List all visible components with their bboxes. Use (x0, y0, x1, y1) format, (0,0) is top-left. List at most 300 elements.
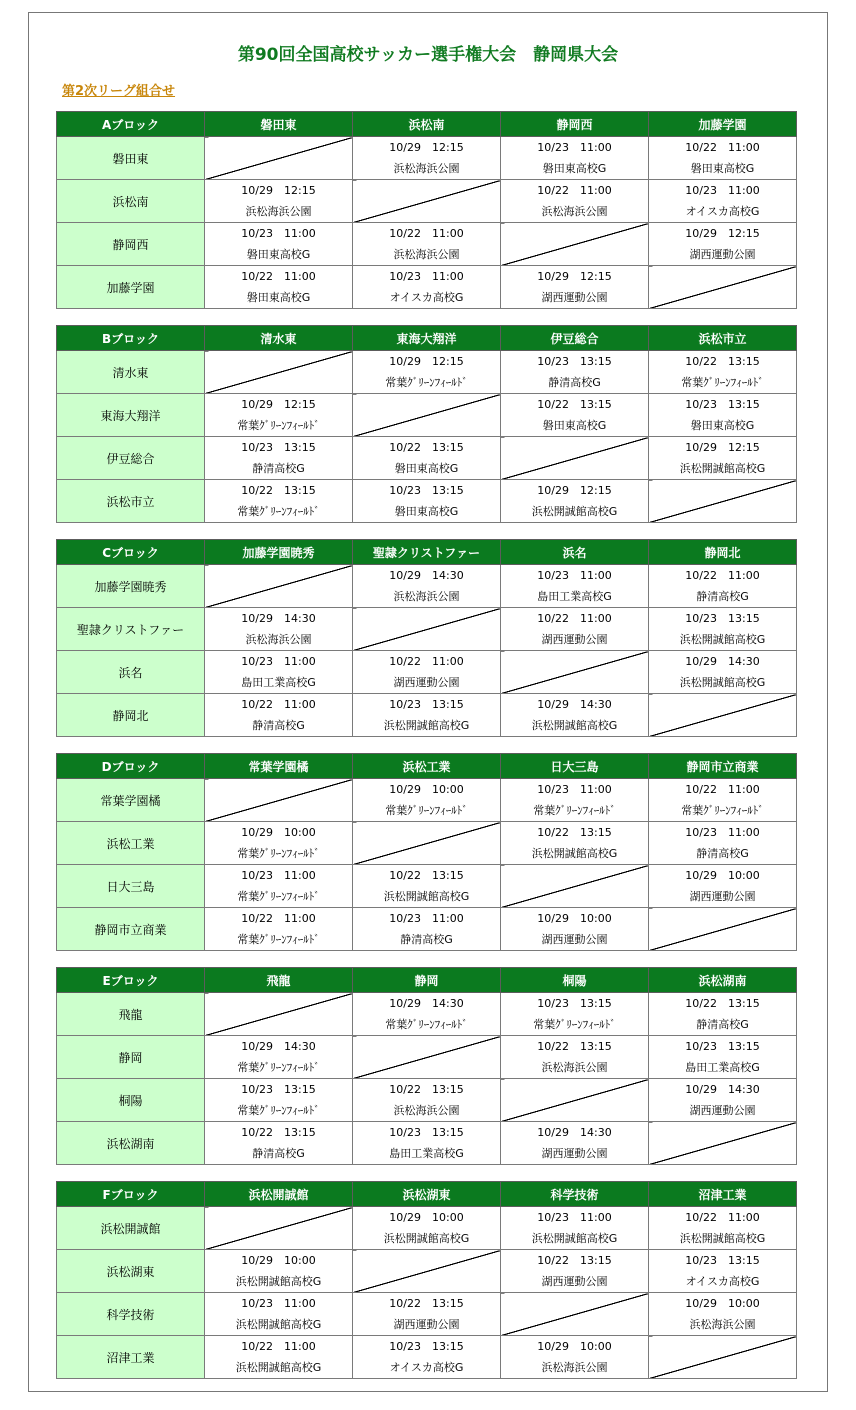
match-datetime: 10/22 13:15 (537, 1040, 612, 1053)
self-match-diagonal-cell (501, 223, 649, 266)
self-match-diagonal-cell (501, 437, 649, 480)
match-datetime: 10/23 13:15 (537, 355, 612, 368)
column-team-header: 常葉学園橘 (205, 754, 353, 779)
block-name: Eブロック (57, 968, 205, 993)
column-team-header: 静岡市立商業 (649, 754, 797, 779)
match-cell (353, 694, 501, 737)
self-match-diagonal-cell (205, 779, 353, 822)
match-cell (205, 694, 353, 737)
match-datetime: 10/29 14:30 (389, 569, 464, 582)
match-datetime: 10/29 14:30 (389, 997, 464, 1010)
match-venue: 常葉ｸﾞﾘｰﾝﾌｨｰﾙﾄﾞ (681, 804, 764, 817)
row-team-label: 浜松開誠館 (57, 1207, 205, 1250)
match-datetime: 10/23 13:15 (685, 1040, 760, 1053)
match-datetime: 10/29 14:30 (685, 655, 760, 668)
self-match-diagonal-cell (353, 1250, 501, 1293)
column-team-header: 静岡北 (649, 540, 797, 565)
column-team-header: 科学技術 (501, 1182, 649, 1207)
match-venue: 浜松開誠館高校G (531, 505, 618, 518)
match-datetime: 10/29 10:00 (241, 826, 316, 839)
self-match-diagonal-cell (205, 993, 353, 1036)
match-cell (649, 1293, 797, 1336)
match-datetime: 10/29 12:15 (537, 484, 612, 497)
match-cell (649, 394, 797, 437)
match-venue: 常葉ｸﾞﾘｰﾝﾌｨｰﾙﾄﾞ (533, 1018, 616, 1031)
match-cell (501, 1036, 649, 1079)
match-datetime: 10/23 11:00 (537, 783, 612, 796)
match-cell (501, 565, 649, 608)
match-venue: 常葉ｸﾞﾘｰﾝﾌｨｰﾙﾄﾞ (237, 847, 320, 860)
row-team-label: 磐田東 (57, 137, 205, 180)
match-cell (353, 865, 501, 908)
team-row (57, 1079, 797, 1122)
match-datetime: 10/22 13:15 (389, 869, 464, 882)
team-row (57, 908, 797, 951)
match-cell (205, 1250, 353, 1293)
match-venue: オイスカ高校G (389, 291, 464, 304)
match-venue: 湖西運動公園 (541, 933, 608, 946)
match-venue: 湖西運動公園 (393, 1318, 460, 1331)
block-name: Fブロック (57, 1182, 205, 1207)
self-match-diagonal-cell (353, 608, 501, 651)
match-venue: 湖西運動公園 (541, 633, 608, 646)
column-team-header: 浜松南 (353, 112, 501, 137)
match-datetime: 10/29 10:00 (389, 1211, 464, 1224)
match-cell (205, 822, 353, 865)
match-cell (353, 908, 501, 951)
match-cell (353, 1122, 501, 1165)
match-cell (501, 1122, 649, 1165)
match-cell (205, 480, 353, 523)
match-cell (649, 779, 797, 822)
match-venue: 磐田東高校G (542, 419, 607, 432)
match-venue: 磐田東高校G (394, 505, 459, 518)
self-match-diagonal-cell (501, 1293, 649, 1336)
column-team-header: 日大三島 (501, 754, 649, 779)
self-match-diagonal-cell (649, 908, 797, 951)
match-cell (501, 993, 649, 1036)
match-datetime: 10/23 13:15 (389, 1340, 464, 1353)
team-row (57, 779, 797, 822)
match-datetime: 10/22 13:15 (241, 1126, 316, 1139)
self-match-diagonal-cell (649, 1336, 797, 1379)
match-datetime: 10/22 13:15 (241, 484, 316, 497)
block-name: Cブロック (57, 540, 205, 565)
match-cell (205, 865, 353, 908)
match-cell (353, 1079, 501, 1122)
match-datetime: 10/22 11:00 (685, 1211, 760, 1224)
match-cell (353, 437, 501, 480)
match-venue: 浜松海浜公園 (393, 1104, 460, 1117)
match-datetime: 10/22 11:00 (389, 655, 464, 668)
match-cell (649, 608, 797, 651)
match-datetime: 10/22 11:00 (241, 912, 316, 925)
match-datetime: 10/23 11:00 (389, 270, 464, 283)
self-match-diagonal-cell (353, 1036, 501, 1079)
match-cell (205, 180, 353, 223)
match-cell (501, 1250, 649, 1293)
match-cell (205, 908, 353, 951)
match-venue: 常葉ｸﾞﾘｰﾝﾌｨｰﾙﾄﾞ (237, 1104, 320, 1117)
match-venue: 浜松海浜公園 (393, 590, 460, 603)
match-cell (353, 993, 501, 1036)
match-venue: 常葉ｸﾞﾘｰﾝﾌｨｰﾙﾄﾞ (385, 1018, 468, 1031)
match-cell (353, 480, 501, 523)
self-match-diagonal-cell (649, 266, 797, 309)
team-row (57, 223, 797, 266)
column-team-header: 浜松開誠館 (205, 1182, 353, 1207)
match-datetime: 10/22 13:15 (389, 441, 464, 454)
column-team-header: 桐陽 (501, 968, 649, 993)
row-team-label: 浜松南 (57, 180, 205, 223)
page-title: 第90回全国高校サッカー選手権大会 静岡県大会 (237, 45, 619, 65)
match-venue: 静清高校G (696, 847, 749, 860)
self-match-diagonal-cell (205, 137, 353, 180)
match-cell (205, 1293, 353, 1336)
match-venue: 湖西運動公園 (541, 1147, 608, 1160)
column-team-header: 加藤学園暁秀 (205, 540, 353, 565)
team-row (57, 565, 797, 608)
team-row (57, 394, 797, 437)
match-venue: 島田工業高校G (685, 1061, 760, 1074)
match-datetime: 10/23 11:00 (537, 569, 612, 582)
match-cell (501, 779, 649, 822)
match-cell (353, 1336, 501, 1379)
self-match-diagonal-cell (649, 694, 797, 737)
match-datetime: 10/23 13:15 (241, 441, 316, 454)
block-table (56, 967, 797, 1165)
match-venue: 浜松開誠館高校G (235, 1275, 322, 1288)
match-cell (501, 266, 649, 309)
match-cell (205, 1336, 353, 1379)
row-team-label: 常葉学園橘 (57, 779, 205, 822)
match-cell (649, 351, 797, 394)
match-datetime: 10/23 13:15 (389, 1126, 464, 1139)
team-row (57, 1336, 797, 1379)
self-match-diagonal-cell (649, 1122, 797, 1165)
block-header-row (57, 1182, 797, 1207)
row-team-label: 清水東 (57, 351, 205, 394)
match-venue: 島田工業高校G (241, 676, 316, 689)
match-venue: 湖西運動公園 (689, 248, 756, 261)
column-team-header: 伊豆総合 (501, 326, 649, 351)
match-cell (649, 1250, 797, 1293)
match-datetime: 10/23 11:00 (685, 184, 760, 197)
row-team-label: 浜松市立 (57, 480, 205, 523)
match-datetime: 10/29 14:30 (537, 698, 612, 711)
match-venue: 浜松海浜公園 (541, 1061, 608, 1074)
row-team-label: 飛龍 (57, 993, 205, 1036)
match-cell (501, 351, 649, 394)
match-cell (501, 1207, 649, 1250)
match-cell (205, 223, 353, 266)
row-team-label: 伊豆総合 (57, 437, 205, 480)
match-venue: 静清高校G (696, 590, 749, 603)
match-datetime: 10/29 14:30 (685, 1083, 760, 1096)
match-cell (353, 223, 501, 266)
match-venue: オイスカ高校G (685, 205, 760, 218)
match-cell (649, 1036, 797, 1079)
match-cell (205, 1122, 353, 1165)
match-cell (205, 394, 353, 437)
match-venue: 常葉ｸﾞﾘｰﾝﾌｨｰﾙﾄﾞ (237, 890, 320, 903)
match-cell (501, 480, 649, 523)
match-cell (205, 1036, 353, 1079)
match-venue: 磐田東高校G (246, 248, 311, 261)
match-venue: 浜松開誠館高校G (383, 1232, 470, 1245)
self-match-diagonal-cell (205, 351, 353, 394)
match-datetime: 10/23 13:15 (685, 1254, 760, 1267)
match-venue: 湖西運動公園 (689, 890, 756, 903)
match-venue: 湖西運動公園 (541, 1275, 608, 1288)
self-match-diagonal-cell (205, 1207, 353, 1250)
match-datetime: 10/29 10:00 (685, 869, 760, 882)
team-row (57, 180, 797, 223)
match-datetime: 10/22 11:00 (685, 141, 760, 154)
block-name: Bブロック (57, 326, 205, 351)
match-cell (353, 565, 501, 608)
row-team-label: 科学技術 (57, 1293, 205, 1336)
match-cell (649, 223, 797, 266)
match-datetime: 10/29 10:00 (537, 1340, 612, 1353)
column-team-header: 浜松工業 (353, 754, 501, 779)
match-cell (353, 651, 501, 694)
match-cell (353, 1207, 501, 1250)
team-row (57, 1250, 797, 1293)
match-cell (353, 137, 501, 180)
match-venue: 浜松開誠館高校G (235, 1318, 322, 1331)
match-cell (649, 137, 797, 180)
match-venue: 常葉ｸﾞﾘｰﾝﾌｨｰﾙﾄﾞ (385, 376, 468, 389)
match-cell (205, 651, 353, 694)
column-team-header: 浜松湖東 (353, 1182, 501, 1207)
match-datetime: 10/23 13:15 (241, 1083, 316, 1096)
match-venue: オイスカ高校G (389, 1361, 464, 1374)
row-team-label: 浜松湖南 (57, 1122, 205, 1165)
match-cell (205, 266, 353, 309)
match-cell (501, 694, 649, 737)
match-cell (501, 137, 649, 180)
match-datetime: 10/29 12:15 (685, 227, 760, 240)
row-team-label: 加藤学園 (57, 266, 205, 309)
match-cell (649, 565, 797, 608)
match-venue: 浜松開誠館高校G (383, 890, 470, 903)
match-datetime: 10/29 14:30 (241, 1040, 316, 1053)
column-team-header: 加藤学園 (649, 112, 797, 137)
team-row (57, 1207, 797, 1250)
match-cell (649, 1079, 797, 1122)
team-row (57, 437, 797, 480)
column-team-header: 浜名 (501, 540, 649, 565)
team-row (57, 1036, 797, 1079)
match-venue: 常葉ｸﾞﾘｰﾝﾌｨｰﾙﾄﾞ (681, 376, 764, 389)
match-venue: 静清高校G (696, 1018, 749, 1031)
match-datetime: 10/22 13:15 (537, 398, 612, 411)
team-row (57, 266, 797, 309)
match-venue: 静清高校G (252, 719, 305, 732)
match-datetime: 10/29 12:15 (537, 270, 612, 283)
match-venue: 浜松開誠館高校G (679, 676, 766, 689)
match-venue: 浜松海浜公園 (689, 1318, 756, 1331)
match-venue: オイスカ高校G (685, 1275, 760, 1288)
self-match-diagonal-cell (649, 480, 797, 523)
match-venue: 浜松開誠館高校G (679, 462, 766, 475)
match-venue: 常葉ｸﾞﾘｰﾝﾌｨｰﾙﾄﾞ (237, 505, 320, 518)
row-team-label: 浜松湖東 (57, 1250, 205, 1293)
match-datetime: 10/29 10:00 (685, 1297, 760, 1310)
column-team-header: 静岡西 (501, 112, 649, 137)
match-venue: 湖西運動公園 (689, 1104, 756, 1117)
block-table (56, 753, 797, 951)
match-cell (501, 822, 649, 865)
match-datetime: 10/29 12:15 (241, 398, 316, 411)
match-venue: 常葉ｸﾞﾘｰﾝﾌｨｰﾙﾄﾞ (533, 804, 616, 817)
block-table (56, 325, 797, 523)
row-team-label: 浜名 (57, 651, 205, 694)
match-datetime: 10/22 11:00 (241, 698, 316, 711)
match-datetime: 10/22 13:15 (685, 997, 760, 1010)
column-team-header: 聖隷クリストファー (353, 540, 501, 565)
match-venue: 島田工業高校G (537, 590, 612, 603)
self-match-diagonal-cell (501, 1079, 649, 1122)
match-venue: 浜松開誠館高校G (531, 847, 618, 860)
match-cell (205, 437, 353, 480)
match-datetime: 10/23 11:00 (241, 1297, 316, 1310)
match-datetime: 10/22 11:00 (685, 783, 760, 796)
match-cell (353, 779, 501, 822)
match-cell (501, 1336, 649, 1379)
match-cell (649, 865, 797, 908)
match-datetime: 10/29 14:30 (537, 1126, 612, 1139)
team-row (57, 608, 797, 651)
column-team-header: 浜松湖南 (649, 968, 797, 993)
match-venue: 浜松海浜公園 (393, 162, 460, 175)
match-cell (649, 437, 797, 480)
match-datetime: 10/23 13:15 (389, 484, 464, 497)
match-cell (649, 993, 797, 1036)
match-datetime: 10/23 13:15 (537, 997, 612, 1010)
match-cell (501, 908, 649, 951)
column-team-header: 静岡 (353, 968, 501, 993)
match-datetime: 10/23 13:15 (389, 698, 464, 711)
match-cell (205, 1079, 353, 1122)
match-venue: 浜松海浜公園 (541, 205, 608, 218)
match-datetime: 10/29 12:15 (685, 441, 760, 454)
match-venue: 島田工業高校G (389, 1147, 464, 1160)
match-cell (649, 822, 797, 865)
row-team-label: 東海大翔洋 (57, 394, 205, 437)
match-venue: 浜松開誠館高校G (235, 1361, 322, 1374)
block-table (56, 111, 797, 309)
match-datetime: 10/22 13:15 (389, 1297, 464, 1310)
match-cell (353, 1293, 501, 1336)
row-team-label: 沼津工業 (57, 1336, 205, 1379)
block-header-row (57, 326, 797, 351)
match-venue: 常葉ｸﾞﾘｰﾝﾌｨｰﾙﾄﾞ (237, 1061, 320, 1074)
match-datetime: 10/29 14:30 (241, 612, 316, 625)
match-cell (649, 180, 797, 223)
match-venue: 静清高校G (252, 462, 305, 475)
row-team-label: 日大三島 (57, 865, 205, 908)
row-team-label: 浜松工業 (57, 822, 205, 865)
match-venue: 浜松海浜公園 (393, 248, 460, 261)
team-row (57, 480, 797, 523)
match-datetime: 10/29 12:15 (389, 141, 464, 154)
match-datetime: 10/29 10:00 (241, 1254, 316, 1267)
match-venue: 常葉ｸﾞﾘｰﾝﾌｨｰﾙﾄﾞ (385, 804, 468, 817)
block-name: Dブロック (57, 754, 205, 779)
self-match-diagonal-cell (353, 180, 501, 223)
row-team-label: 加藤学園暁秀 (57, 565, 205, 608)
team-row (57, 694, 797, 737)
self-match-diagonal-cell (353, 822, 501, 865)
block-name: Aブロック (57, 112, 205, 137)
match-datetime: 10/22 11:00 (241, 270, 316, 283)
match-datetime: 10/23 13:15 (685, 398, 760, 411)
team-row (57, 993, 797, 1036)
row-team-label: 桐陽 (57, 1079, 205, 1122)
column-team-header: 東海大翔洋 (353, 326, 501, 351)
match-datetime: 10/22 11:00 (685, 569, 760, 582)
match-datetime: 10/22 11:00 (389, 227, 464, 240)
match-cell (501, 394, 649, 437)
block-header-row (57, 968, 797, 993)
column-team-header: 磐田東 (205, 112, 353, 137)
match-datetime: 10/22 13:15 (685, 355, 760, 368)
match-venue: 静清高校G (252, 1147, 305, 1160)
match-cell (501, 180, 649, 223)
team-row (57, 351, 797, 394)
match-datetime: 10/29 12:15 (241, 184, 316, 197)
match-venue: 湖西運動公園 (393, 676, 460, 689)
page-subtitle: 第2次リーグ組合せ (62, 84, 176, 99)
block-table (56, 1181, 797, 1379)
match-venue: 磐田東高校G (690, 419, 755, 432)
row-team-label: 静岡北 (57, 694, 205, 737)
match-venue: 常葉ｸﾞﾘｰﾝﾌｨｰﾙﾄﾞ (237, 933, 320, 946)
block-header-row (57, 540, 797, 565)
row-team-label: 静岡西 (57, 223, 205, 266)
match-datetime: 10/23 11:00 (537, 1211, 612, 1224)
match-datetime: 10/22 11:00 (537, 184, 612, 197)
match-datetime: 10/29 10:00 (389, 783, 464, 796)
block-header-row (57, 112, 797, 137)
match-datetime: 10/29 10:00 (537, 912, 612, 925)
column-team-header: 飛龍 (205, 968, 353, 993)
team-row (57, 1122, 797, 1165)
match-datetime: 10/29 12:15 (389, 355, 464, 368)
row-team-label: 聖隷クリストファー (57, 608, 205, 651)
match-venue: 浜松開誠館高校G (383, 719, 470, 732)
match-venue: 浜松海浜公園 (245, 633, 312, 646)
team-row (57, 1293, 797, 1336)
match-datetime: 10/23 11:00 (389, 912, 464, 925)
match-datetime: 10/23 11:00 (241, 227, 316, 240)
block-table (56, 539, 797, 737)
match-venue: 浜松海浜公園 (245, 205, 312, 218)
row-team-label: 静岡 (57, 1036, 205, 1079)
match-cell (649, 651, 797, 694)
match-venue: 静清高校G (400, 933, 453, 946)
match-venue: 静清高校G (548, 376, 601, 389)
team-row (57, 865, 797, 908)
match-datetime: 10/22 13:15 (537, 826, 612, 839)
match-venue: 磐田東高校G (394, 462, 459, 475)
block-header-row (57, 754, 797, 779)
column-team-header: 清水東 (205, 326, 353, 351)
team-row (57, 137, 797, 180)
column-team-header: 沼津工業 (649, 1182, 797, 1207)
